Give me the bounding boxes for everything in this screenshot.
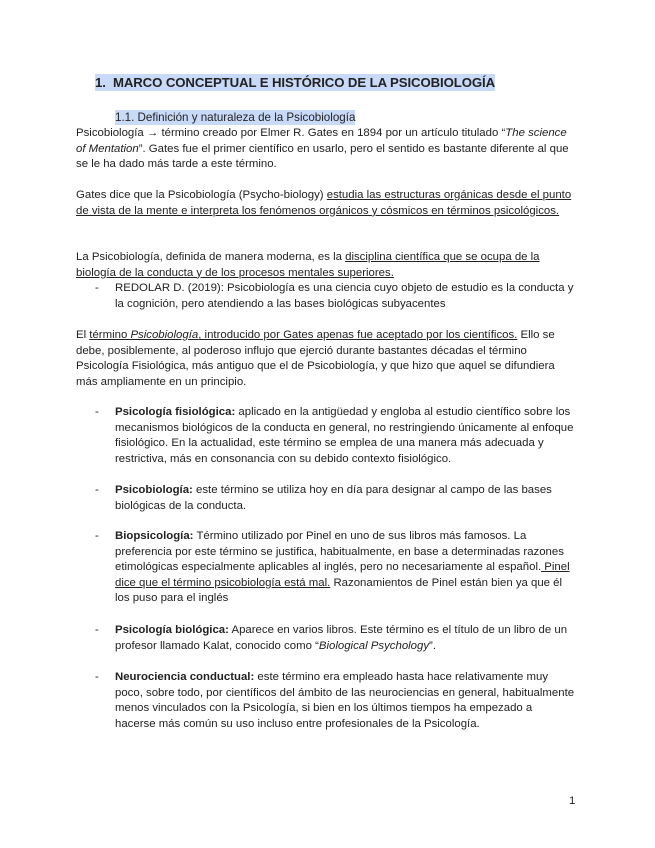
section-heading: 1. MARCO CONCEPTUAL E HISTÓRICO DE LA PSICOBIOLOGÍA <box>95 75 496 90</box>
subsection-heading: 1.1. Definición y naturaleza de la Psicobiología <box>115 111 356 124</box>
page-number: 1 <box>569 795 576 807</box>
bullet-dash: - <box>95 406 99 418</box>
paragraph-modern-definition: La Psicobiología, definida de manera moderna, es la disciplina científica que se ocupa de la biología de la conducta y de los procesos mentales superiores. <box>76 251 540 279</box>
paragraph-gates-definition: Gates dice que la Psicobiología (Psycho-biology) estudia las estructuras orgánicas desde el punto de vista de la mente e interpreta los fenómenos orgánicos y cósmicos en términos psicológicos. <box>76 189 572 217</box>
bullet-dash: - <box>95 530 99 542</box>
term-psicobiologia: Psicobiología: este término se utiliza hoy en día para designar al campo de las bases biológicas de la conducta. <box>115 484 552 512</box>
redolar-bullet: REDOLAR D. (2019): Psicobiología es una ciencia cuyo objeto de estudio es la conducta y la cognición, pero atendiendo a las bases biológicas subyacentes <box>115 282 574 310</box>
term-psicologia-fisiologica: Psicología fisiológica: aplicado en la antigüedad y engloba al estudio científico sobre los mecanismos biológicos de la conducta en general, no restringiendo únicamente al enfoque fisiológico. En la actualidad, este término se emplea de una manera más adecuada y restrictiva, más en consonancia con su debido contexto fisiológico. <box>115 406 574 465</box>
bullet-dash: - <box>95 484 99 496</box>
bullet-dash: - <box>95 282 99 294</box>
paragraph-term-acceptance: El término Psicobiología, introducido por Gates apenas fue aceptado por los científicos. Ello se debe, posiblemente, al poderoso influjo que ejerció durante bastantes décadas el término Psicología Fisiológica, más antiguo que el de Psicobiología, y que hizo que aquel se difundiera más ampliamente en un principio. <box>76 329 555 388</box>
bullet-dash: - <box>95 671 99 683</box>
term-neurociencia-conductual: Neurociencia conductual: este término era empleado hasta hace relativamente muy poco, sobre todo, por científicos del ámbito de las neurociencias en general, habitualmente menos vinculados con la Psicología, si bien en los últimos tiempos ha empezado a hacerse más común su uso incluso entre profesionales de la Psicología. <box>115 671 575 730</box>
paragraph-origin: Psicobiología → término creado por Elmer R. Gates en 1894 por un artículo titulado “The science of Mentation”. Gates fue el primer científico en usarlo, pero el sentido es bastante diferente al que se le ha dado más tarde a este término. <box>76 127 569 171</box>
term-biopsicologia: Biopsicología: Término utilizado por Pinel en uno de sus libros más famosos. La preferencia por este término se justifica, habitualmente, en base a determinadas razones etimológicas especialmente aplicables al inglés, pero no necesariamente al español. Pinel dice que el término psicobiología está mal. Razonamientos de Pinel están bien ya que él los puso para el inglés <box>115 530 570 605</box>
term-psicologia-biologica: Psicología biológica: Aparece en varios libros. Este término es el título de un libro de un profesor llamado Kalat, conocido como “Biological Psychology”. <box>115 624 568 652</box>
bullet-dash: - <box>95 624 99 636</box>
